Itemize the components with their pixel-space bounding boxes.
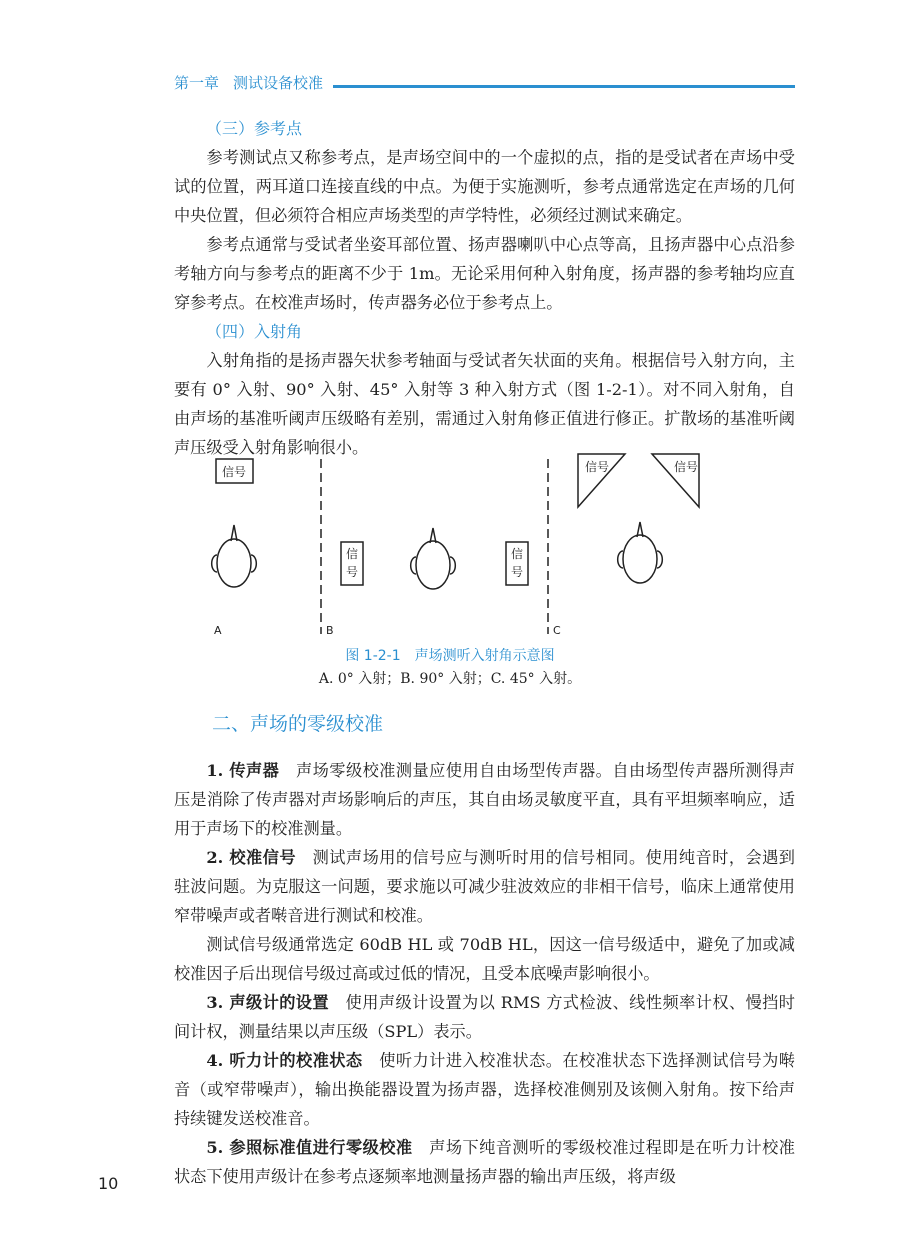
paragraph	[174, 1046, 795, 1133]
page-number: 10	[98, 1174, 119, 1193]
signal-label: 信	[510, 547, 524, 561]
subsection-title: （三）参考点	[206, 119, 303, 138]
chapter-title: 测试设备校准	[233, 74, 324, 92]
item-text: 声场零级校准测量应使用自由场型传声器。自由场型传声器所测得声压是消除了传声器对声场影响后的声压，其自由场灵敏度平直，具有平坦频率响应，适用于声场下的校准测量。	[174, 761, 795, 838]
diagram-c	[553, 454, 699, 637]
paragraph: 参考测试点又称参考点，是声场空间中的一个虚拟的点，指的是受试者在声场中受试的位置，两耳道口连接直线的中点。为便于实施测听，参考点通常选定在声场的几何中央位置，但必须符合相应声场类型的声学特性，必须经过测试来确定。	[174, 148, 795, 225]
chapter-label: 第一章	[174, 74, 220, 92]
item-head: 2. 校准信号	[206, 848, 296, 867]
paragraph: 参考点通常与受试者坐姿耳部位置、扬声器喇叭中心点等高，且扬声器中心点沿参考轴方向与参考点的距离不少于 1m。无论采用何种入射角度，扬声器的参考轴均应直穿参考点。在校准声场时，传声器务必位于参考点上。	[174, 235, 795, 312]
subsection-title: （四）入射角	[206, 322, 303, 341]
item-head: 3. 声级计的设置	[206, 993, 330, 1012]
section-heading: 二、声场的零级校准	[212, 713, 384, 735]
item-text: 声场下纯音测听的零级校准过程即是在听力计校准状态下使用声级计在参考点逐频率地测量扬声器的输出声压级，将声级	[174, 1138, 795, 1186]
paragraph	[174, 988, 795, 1046]
item-head: 5. 参照标准值进行零级校准	[206, 1138, 413, 1157]
item-text: 测试声场用的信号应与测听时用的信号相同。使用纯音时，会遇到驻波问题。为克服这一问题，要求施以可减少驻波效应的非相干信号，临床上通常使用窄带噪声或者啭音进行测试和校准。	[174, 848, 795, 925]
item-text: 使听力计进入校准状态。在校准状态下选择测试信号为啭音（或窄带噪声），输出换能器设置为扬声器，选择校准侧别及该侧入射角。按下给声持续键发送校准音。	[174, 1051, 795, 1128]
label-b: B	[326, 624, 334, 637]
label-a: A	[214, 624, 222, 637]
signal-label: 信号	[585, 460, 610, 474]
paragraph	[174, 1133, 795, 1191]
label-c: C	[553, 624, 561, 637]
paragraph	[174, 843, 795, 930]
item-head: 4. 听力计的校准状态	[206, 1051, 363, 1070]
paragraph	[174, 930, 795, 988]
signal-label: 信号	[221, 465, 247, 479]
figure-caption: 图 1-2-1 声场测听入射角示意图	[345, 648, 555, 664]
paragraph: 入射角指的是扬声器矢状参考轴面与受试者矢状面的夹角。根据信号入射方向，主要有 0° 入射、90° 入射、45° 入射等 3 种入射方式（图 1-2-1）。对不同入射角，自由声场的基准听阈声压级略有差别，需通过入射角修正值进行修正。扩散场的基准听阈声压级受入射角影响很小。	[174, 351, 795, 457]
diagram-b	[326, 528, 528, 637]
section-2	[174, 710, 795, 1191]
diagram-a	[212, 459, 257, 637]
signal-label: 信号	[674, 460, 699, 474]
signal-label: 号	[510, 565, 524, 579]
item-text: 使用声级计设置为以 RMS 方式检波、线性频率计权、慢挡时间计权，测量结果以声压级（SPL）表示。	[174, 993, 795, 1041]
signal-label: 号	[345, 565, 359, 579]
signal-label: 信	[345, 547, 359, 561]
figure-note: A. 0° 入射；B. 90° 入射；C. 45° 入射。	[318, 671, 582, 687]
item-head: 1. 传声器	[206, 761, 280, 780]
paragraph	[174, 756, 795, 843]
item-text: 测试信号级通常选定 60dB HL 或 70dB HL，因这一信号级适中，避免了加或减校准因子后出现信号级过高或过低的情况，且受本底噪声影响很小。	[174, 935, 795, 983]
